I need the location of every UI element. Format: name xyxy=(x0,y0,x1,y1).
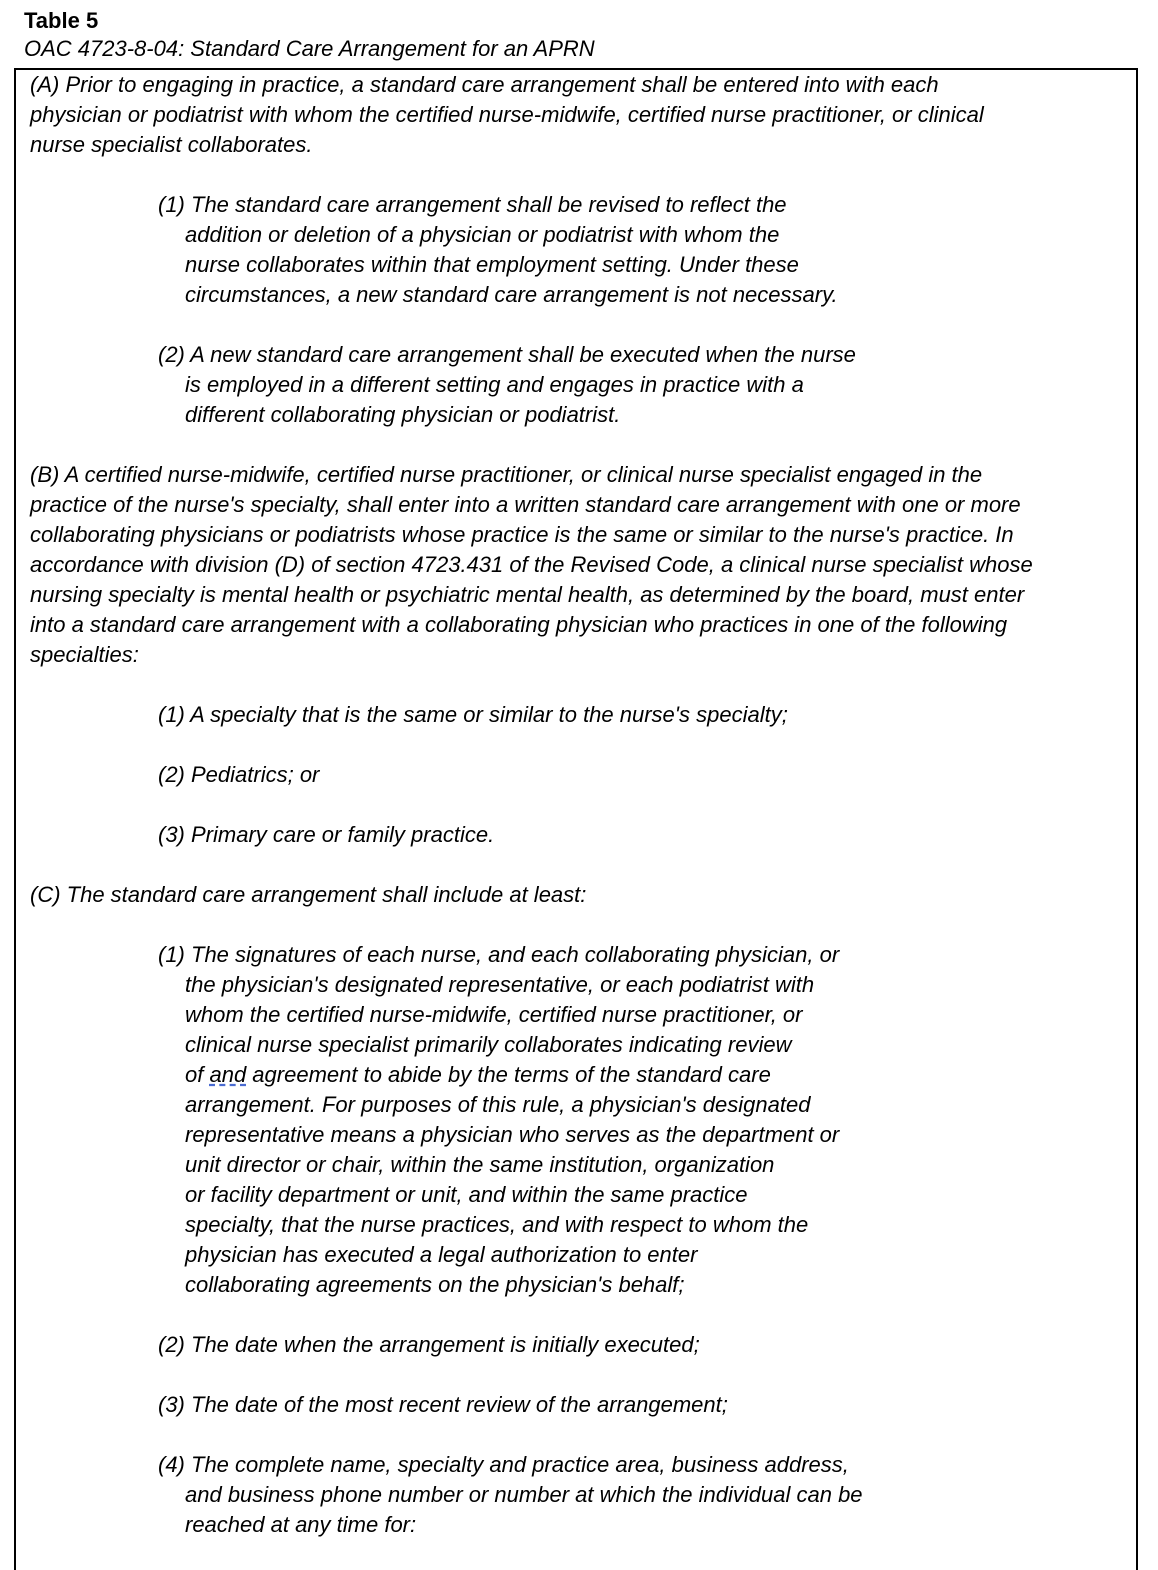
item-line-marked xyxy=(158,1060,1130,1090)
spellcheck-marked-word[interactable]: and xyxy=(209,1062,247,1087)
marked-line-prefix: of xyxy=(185,1062,210,1087)
section-b-line: (B) A certified nurse-midwife, certified nurse practitioner, or clinical nurse specialist engaged in the xyxy=(30,462,983,487)
item-line: collaborating agreements on the physician's behalf; xyxy=(185,1272,685,1297)
item-line: different collaborating physician or podiatrist. xyxy=(185,402,621,427)
item-line: (2) A new standard care arrangement shall be executed when the nurse xyxy=(158,342,856,367)
section-b-line: practice of the nurse's specialty, shall enter into a written standard care arrangement with one or more xyxy=(30,492,1021,517)
section-c-item-3 xyxy=(30,1390,1130,1420)
item-line: physician has executed a legal authorization to enter xyxy=(185,1242,698,1267)
section-b-line: accordance with division (D) of section 4723.431 of the Revised Code, a clinical nurse specialist whose xyxy=(30,552,1033,577)
section-b-line: into a standard care arrangement with a collaborating physician who practices in one of the following xyxy=(30,612,1008,637)
item-line: (4) The complete name, specialty and practice area, business address, xyxy=(158,1452,849,1477)
item-line: (1) The signatures of each nurse, and each collaborating physician, or xyxy=(158,942,840,967)
item-line: unit director or chair, within the same institution, organization xyxy=(185,1152,775,1177)
item-line: or facility department or unit, and within the same practice xyxy=(185,1182,748,1207)
item-line: is employed in a different setting and engages in practice with a xyxy=(185,372,804,397)
item-line: (3) The date of the most recent review of the arrangement; xyxy=(158,1392,728,1417)
item-line: nurse collaborates within that employment setting. Under these xyxy=(185,252,799,277)
item-line: circumstances, a new standard care arrangement is not necessary. xyxy=(185,282,838,307)
section-b-line: nursing specialty is mental health or psychiatric mental health, as determined by the board, must enter xyxy=(30,582,1025,607)
item-line: (3) Primary care or family practice. xyxy=(158,822,495,847)
section-b-item-3 xyxy=(30,820,1130,850)
item-line: (2) Pediatrics; or xyxy=(158,762,320,787)
rule-text-box xyxy=(14,68,1138,1570)
section-a-line: nurse specialist collaborates. xyxy=(30,132,313,157)
item-line: (1) A specialty that is the same or similar to the nurse's specialty; xyxy=(158,702,788,727)
item-line: reached at any time for: xyxy=(185,1512,417,1537)
item-line: addition or deletion of a physician or podiatrist with whom the xyxy=(185,222,780,247)
section-b-item-2 xyxy=(30,760,1130,790)
table-label: Table 5 xyxy=(24,8,99,33)
section-a-line: (A) Prior to engaging in practice, a standard care arrangement shall be entered into with each xyxy=(30,72,939,97)
section-c-item-4 xyxy=(30,1450,1130,1540)
section-a-item-1 xyxy=(30,190,1130,310)
item-line: clinical nurse specialist primarily collaborates indicating review xyxy=(185,1032,792,1057)
marked-line-suffix: agreement to abide by the terms of the standard care xyxy=(246,1062,771,1087)
section-b-item-1 xyxy=(30,700,1130,730)
section-c-intro: (C) The standard care arrangement shall include at least: xyxy=(30,882,587,907)
item-line: and business phone number or number at which the individual can be xyxy=(185,1482,863,1507)
section-c-item-2 xyxy=(30,1330,1130,1360)
item-line: the physician's designated representative, or each podiatrist with xyxy=(185,972,815,997)
section-b-line: specialties: xyxy=(30,642,139,667)
section-a-item-2 xyxy=(30,340,1130,430)
item-line: whom the certified nurse-midwife, certified nurse practitioner, or xyxy=(185,1002,803,1027)
item-line: (1) The standard care arrangement shall be revised to reflect the xyxy=(158,192,787,217)
section-c-item-1 xyxy=(30,940,1130,1300)
section-b-paragraph xyxy=(30,460,1130,670)
table-caption: OAC 4723-8-04: Standard Care Arrangement for an APRN xyxy=(24,36,595,61)
section-b-line: collaborating physicians or podiatrists whose practice is the same or similar to the nurse's practice. In xyxy=(30,522,1014,547)
item-line: (2) The date when the arrangement is initially executed; xyxy=(158,1332,700,1357)
section-a-paragraph xyxy=(30,70,1130,160)
section-a-line: physician or podiatrist with whom the certified nurse-midwife, certified nurse practitioner, or clinical xyxy=(30,102,984,127)
item-line: arrangement. For purposes of this rule, a physician's designated xyxy=(185,1092,811,1117)
item-line: specialty, that the nurse practices, and with respect to whom the xyxy=(185,1212,809,1237)
rule-text-body xyxy=(30,70,1130,1570)
item-line: representative means a physician who serves as the department or xyxy=(185,1122,840,1147)
